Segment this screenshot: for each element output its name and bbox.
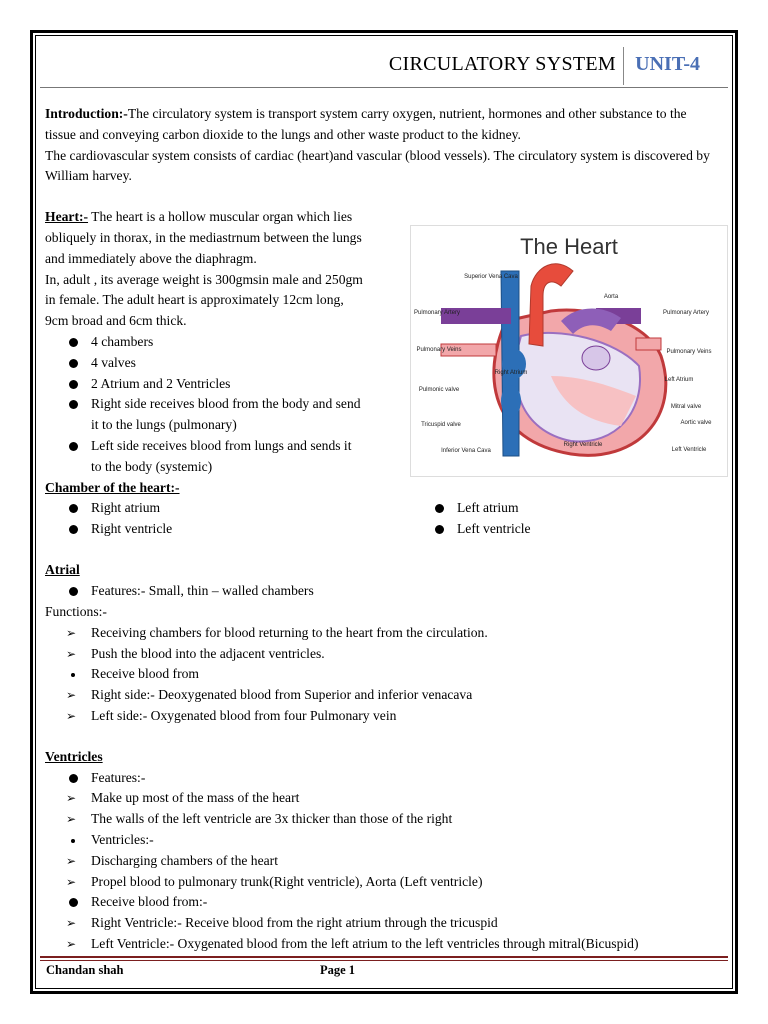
list-item: Left side receives blood from lungs and sends it to the body (systemic) (45, 436, 363, 478)
diagram-title: The Heart (520, 234, 618, 259)
list-item: 4 chambers (45, 332, 363, 353)
svg-text:Right Ventricle: Right Ventricle (563, 442, 603, 448)
list-item: Features:- (45, 768, 720, 789)
list-item: Right atrium (45, 498, 172, 519)
header-rule (40, 87, 728, 88)
intro-paragraph (45, 104, 720, 146)
footer-rule (40, 956, 728, 958)
heart-section (45, 207, 363, 477)
heart-paragraph-2: In, adult , its average weight is 300gmsin male and 250gm in female. The adult heart is approximately 12cm long, 9cm broad and 6cm thick. (45, 271, 363, 329)
list-item: ➢ Right side:- Deoxygenated blood from Superior and inferior venacava (45, 685, 720, 706)
heart-bullet-list (45, 332, 363, 478)
atrial-heading: Atrial (45, 562, 80, 578)
svg-text:Superior Vena Cava: Superior Vena Cava (464, 274, 518, 280)
intro-label: Introduction:- (45, 106, 128, 121)
atrial-features-list (45, 581, 720, 602)
list-item: ➢ Push the blood into the adjacent ventricles. (45, 644, 720, 665)
list-item: ➢ Left Ventricle:- Oxygenated blood from the left atrium to the left ventricles through mitral(Bicuspid) (45, 934, 720, 955)
list-item: ➢ The walls of the left ventricle are 3x thicker than those of the right (45, 809, 720, 830)
svg-text:Pulmonic valve: Pulmonic valve (418, 387, 460, 393)
heart-text: The heart is a hollow muscular organ which lies obliquely in thorax, in the mediastrnum between the lungs and immediately above the diaphragm. (45, 209, 362, 266)
svg-text:Mitral valve: Mitral valve (670, 404, 702, 410)
atrial-functions-list (45, 623, 720, 727)
list-item: Receive blood from:- (45, 892, 720, 913)
chambers-list (45, 498, 720, 540)
list-item: Right side receives blood from the body and send it to the lungs (pulmonary) (45, 394, 363, 436)
heart-paragraph (45, 207, 363, 269)
ventricles-heading: Ventricles (45, 748, 103, 764)
list-item: ➢ Propel blood to pulmonary trunk(Right ventricle), Aorta (Left ventricle) (45, 872, 720, 893)
svg-text:Pulmonary Artery: Pulmonary Artery (662, 310, 710, 316)
svg-text:Pulmonary Veins: Pulmonary Veins (416, 347, 462, 353)
svg-text:Right Atrium: Right Atrium (494, 370, 528, 376)
chambers-right-list (411, 498, 531, 540)
page-header (40, 45, 728, 87)
header-separator (623, 47, 624, 85)
list-item: ➢ Discharging chambers of the heart (45, 851, 720, 872)
list-item: ➢ Right Ventricle:- Receive blood from the right atrium through the tricuspid (45, 913, 720, 934)
list-item: ➢ Left side:- Oxygenated blood from four Pulmonary vein (45, 706, 720, 727)
list-item: ➢ Make up most of the mass of the heart (45, 788, 720, 809)
list-item: Left ventricle (411, 519, 531, 540)
svg-text:Tricuspid valve: Tricuspid valve (421, 422, 461, 428)
list-item: Ventricles:- (45, 830, 720, 851)
ventricles-list (45, 768, 720, 955)
list-item: Receive blood from (45, 664, 720, 685)
heart-diagram (410, 225, 728, 477)
footer-rule-thin (40, 960, 728, 961)
header-unit: UNIT-4 (635, 53, 700, 75)
heart-label: Heart:- (45, 209, 89, 225)
intro-paragraph-2: The cardiovascular system consists of cardiac (heart)and vascular (blood vessels). The circulatory system is discovered by William harvey. (45, 147, 710, 184)
svg-text:Pulmonary Artery: Pulmonary Artery (413, 310, 461, 316)
footer-author: Chandan shah (46, 963, 124, 977)
list-item: Left atrium (411, 498, 531, 519)
atrial-functions-label: Functions:- (45, 603, 107, 619)
list-item: Features:- Small, thin – walled chambers (45, 581, 720, 602)
list-item: 4 valves (45, 353, 363, 374)
svg-text:Left Atrium: Left Atrium (664, 377, 694, 383)
header-title: CIRCULATORY SYSTEM (388, 53, 616, 75)
list-item: Right ventricle (45, 519, 172, 540)
list-item: 2 Atrium and 2 Ventricles (45, 374, 363, 395)
svg-text:Pulmonary Veins: Pulmonary Veins (666, 349, 712, 355)
svg-text:Inferior Vena Cava: Inferior Vena Cava (441, 448, 491, 454)
intro-text: The circulatory system is transport system carry oxygen, nutrient, hormones and other substance to the tissue and conveying carbon dioxide to the lungs and other waste product to the kidney. (45, 106, 687, 142)
svg-text:Aorta: Aorta (603, 294, 619, 300)
page-number: Page 1 (320, 963, 356, 977)
chambers-heading: Chamber of the heart:- (45, 479, 180, 495)
chambers-left-list (45, 498, 172, 540)
svg-text:Aortic valve: Aortic valve (680, 420, 712, 426)
svg-text:Left Ventricle: Left Ventricle (671, 447, 707, 453)
list-item: ➢ Receiving chambers for blood returning to the heart from the circulation. (45, 623, 720, 644)
